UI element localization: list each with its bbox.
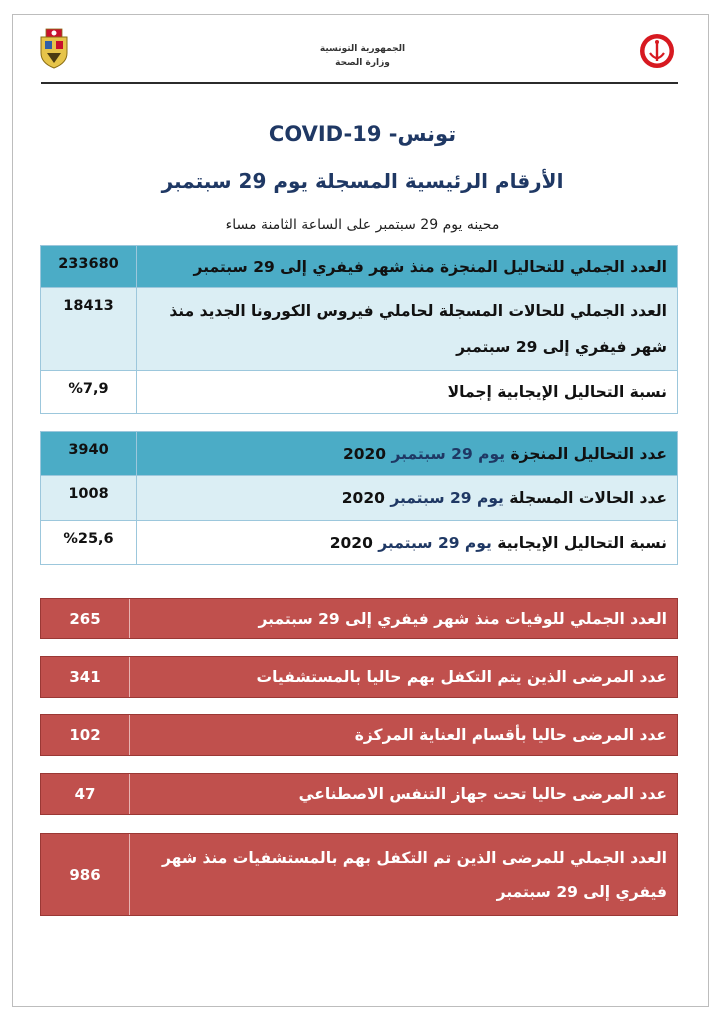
stat-label: [137, 521, 678, 565]
stat-value: 233680: [41, 246, 137, 288]
stat-label-text: عدد التحاليل المنجزة: [510, 444, 667, 463]
ministry-health-logo-icon: [639, 33, 675, 69]
date-prefix: يوم: [478, 444, 506, 463]
stat-value: 265: [41, 599, 130, 638]
stat-date: 29 سبتمبر: [391, 444, 473, 463]
update-note: محينه يوم 29 سبتمبر على الساعة الثامنة مساء: [225, 217, 500, 233]
stat-value: %25,6: [41, 521, 137, 565]
stat-label: العدد الجملي للتحاليل المنجزة منذ شهر فيفري إلى 29 سبتمبر: [137, 246, 678, 288]
header-ministry-text: [300, 42, 425, 70]
page-subtitle: الأرقام الرئيسية المسجلة يوم 29 سبتمبر: [161, 169, 564, 193]
stat-label: [137, 432, 678, 476]
stat-year: 2020: [342, 444, 387, 463]
header-divider: [41, 82, 678, 84]
stat-value: 341: [41, 657, 130, 697]
stat-label: عدد المرضى حاليا بأقسام العناية المركزة: [354, 726, 667, 744]
stat-label: العدد الجملي للحالات المسجلة لحاملي فيروس الكورونا الجديد منذ شهر فيفري إلى 29 سبتمبر: [137, 288, 678, 371]
stat-label: نسبة التحاليل الإيجابية إجمالا: [137, 371, 678, 414]
stat-value: 3940: [41, 432, 137, 476]
stat-label: عدد المرضى حاليا تحت جهاز التنفس الاصطناعي: [298, 785, 667, 803]
page-title: COVID-19 -تونس: [268, 122, 457, 146]
stat-value: %7,9: [41, 371, 137, 414]
stat-label: [137, 476, 678, 521]
stat-label: عدد المرضى الذين يتم التكفل بهم حاليا بالمستشفيات: [256, 668, 667, 686]
stat-date: 29 سبتمبر: [378, 533, 460, 552]
ministry-label: وزارة الصحة: [335, 58, 390, 68]
republic-label: الجمهورية التونسية: [319, 44, 406, 54]
stat-value: 1008: [41, 476, 137, 521]
hospital-stat-row: [40, 656, 678, 698]
cumulative-table: [40, 245, 678, 414]
hospital-stat-row: [40, 833, 678, 916]
stat-label: العدد الجملي للوفيات منذ شهر فيفري إلى 29 سبتمبر: [258, 609, 667, 628]
date-prefix: يوم: [464, 533, 492, 552]
table-row: [41, 371, 678, 414]
tunisia-emblem-icon: [37, 27, 71, 69]
stat-value: 18413: [41, 288, 137, 371]
table-row: [41, 246, 678, 288]
table-row: [41, 476, 678, 521]
hospital-stat-row: [40, 773, 678, 815]
stat-year: 2020: [341, 489, 385, 507]
stat-value: 102: [41, 715, 130, 755]
daily-table: [40, 431, 678, 565]
stat-label-text: نسبة التحاليل الإيجابية: [497, 533, 667, 552]
date-prefix: يوم: [476, 489, 504, 507]
hospital-stat-row: [40, 714, 678, 756]
stat-year: 2020: [329, 533, 373, 552]
stat-label: العدد الجملي للمرضى الذين تم التكفل بهم بالمستشفيات منذ شهر فيفري إلى 29 سبتمبر: [162, 848, 667, 901]
table-row: [41, 521, 678, 565]
stat-value: 47: [41, 774, 130, 814]
hospital-stat-row: [40, 598, 678, 639]
table-row: [41, 432, 678, 476]
stat-label-text: عدد الحالات المسجلة: [509, 489, 667, 507]
stat-value: 986: [41, 834, 130, 915]
table-row: [41, 288, 678, 371]
stat-date: 29 سبتمبر: [390, 489, 472, 507]
